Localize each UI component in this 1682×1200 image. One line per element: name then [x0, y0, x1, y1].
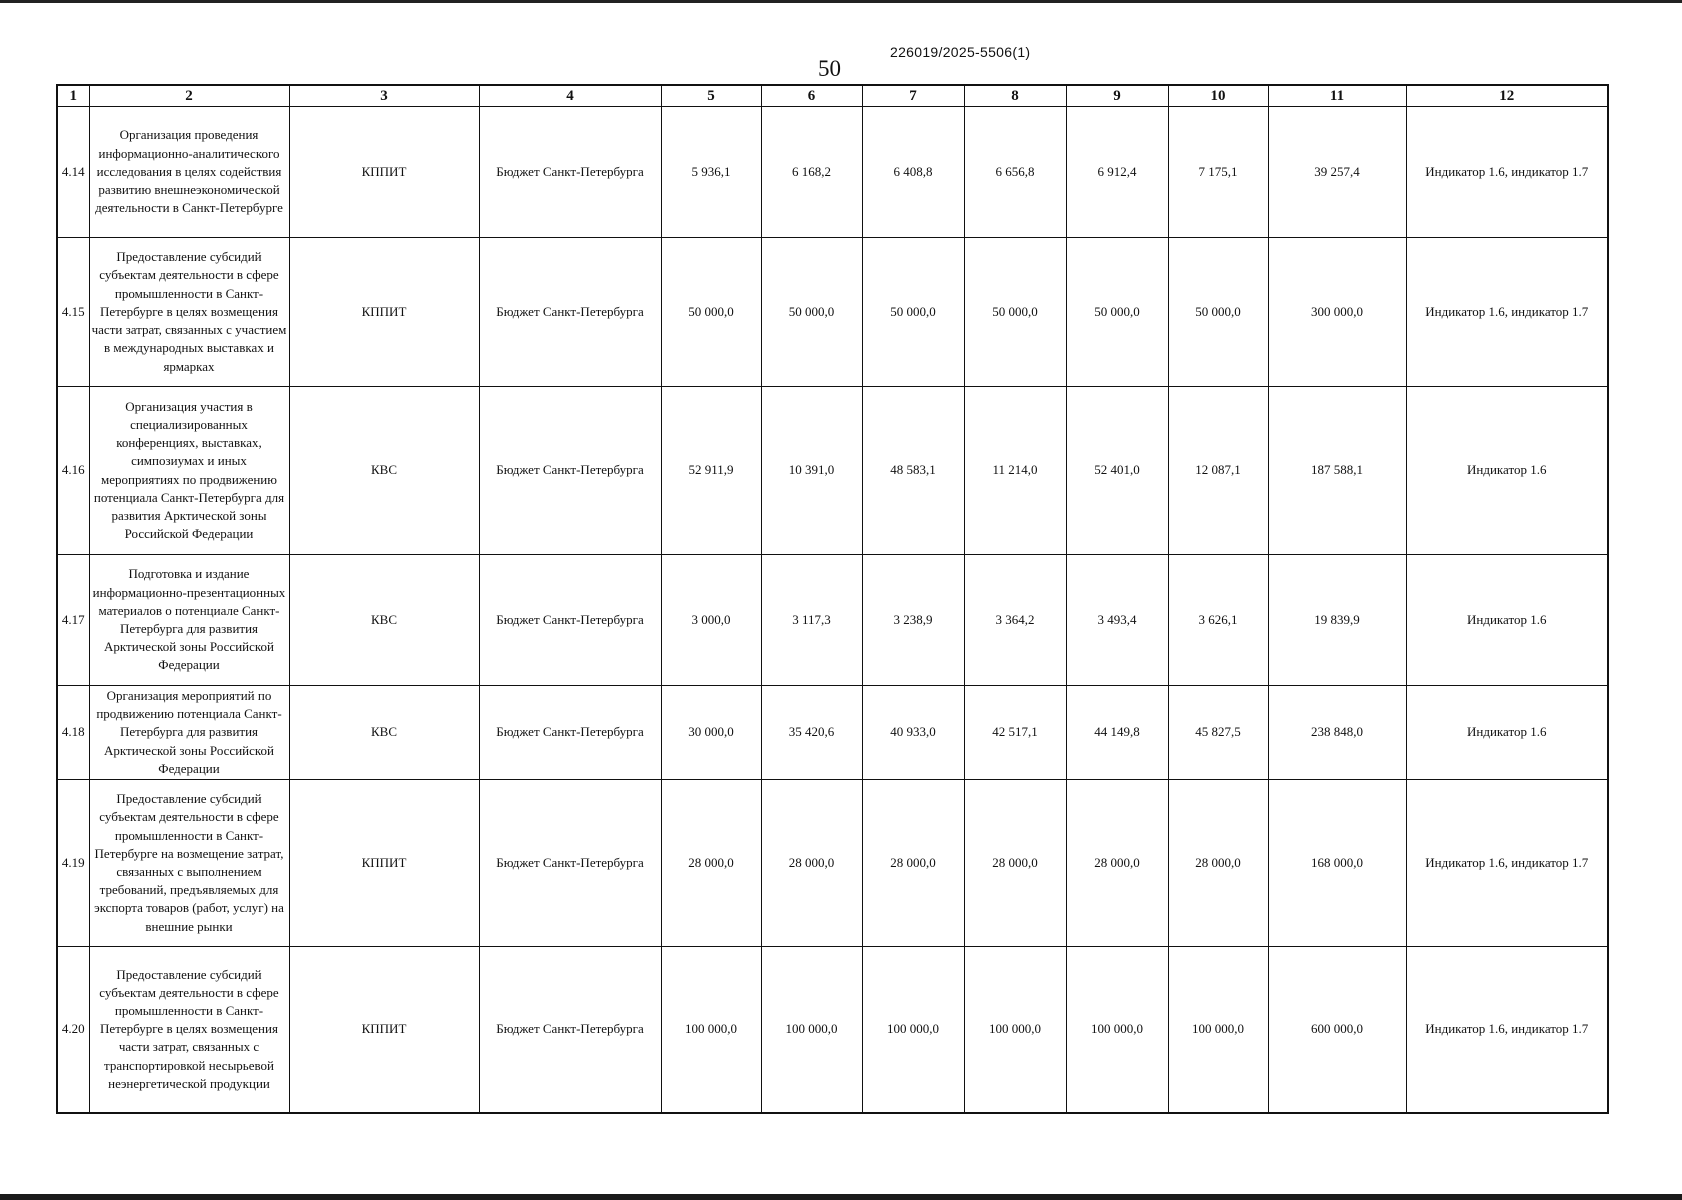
- value-cell: 7 175,1: [1168, 107, 1268, 238]
- activity-name-cell: Организация участия в специализированных конференциях, выставках, симпозиумах и иных мероприятиях по продвижению потенциала Санкт-Петербурга для развития Арктической зоны Российской Федерации: [89, 387, 289, 555]
- activity-name-cell: Предоставление субсидий субъектам деятельности в сфере промышленности в Санкт-Петербурге в целях возмещения части затрат, связанных с транспортировкой несырьевой неэнергетической продукции: [89, 947, 289, 1113]
- funding-source-cell: Бюджет Санкт-Петербурга: [479, 387, 661, 555]
- value-cell: 100 000,0: [862, 947, 964, 1113]
- table-row: [57, 107, 1608, 238]
- value-cell: 10 391,0: [761, 387, 862, 555]
- executor-cell: КППИТ: [289, 107, 479, 238]
- value-cell: 28 000,0: [661, 780, 761, 947]
- column-header: 11: [1268, 85, 1406, 107]
- table-row: [57, 686, 1608, 780]
- value-cell: 50 000,0: [1066, 238, 1168, 387]
- value-cell: 3 626,1: [1168, 555, 1268, 686]
- value-cell: 100 000,0: [964, 947, 1066, 1113]
- table-row: [57, 555, 1608, 686]
- page-number: 50: [818, 56, 841, 81]
- value-cell: 3 117,3: [761, 555, 862, 686]
- row-number-cell: 4.15: [57, 238, 89, 387]
- funding-source-cell: Бюджет Санкт-Петербурга: [479, 780, 661, 947]
- indicator-cell: Индикатор 1.6, индикатор 1.7: [1406, 107, 1608, 238]
- value-cell: 28 000,0: [761, 780, 862, 947]
- indicator-cell: Индикатор 1.6: [1406, 555, 1608, 686]
- executor-cell: КППИТ: [289, 780, 479, 947]
- column-header: 4: [479, 85, 661, 107]
- value-cell: 28 000,0: [964, 780, 1066, 947]
- value-cell: 3 364,2: [964, 555, 1066, 686]
- executor-cell: КППИТ: [289, 947, 479, 1113]
- indicator-cell: Индикатор 1.6, индикатор 1.7: [1406, 238, 1608, 387]
- indicator-cell: Индикатор 1.6: [1406, 387, 1608, 555]
- value-cell: 52 401,0: [1066, 387, 1168, 555]
- value-cell: 45 827,5: [1168, 686, 1268, 780]
- total-value-cell: 19 839,9: [1268, 555, 1406, 686]
- value-cell: 48 583,1: [862, 387, 964, 555]
- value-cell: 40 933,0: [862, 686, 964, 780]
- table-row: [57, 387, 1608, 555]
- table-row: [57, 780, 1608, 947]
- value-cell: 3 000,0: [661, 555, 761, 686]
- activity-name-cell: Организация мероприятий по продвижению потенциала Санкт-Петербурга для развития Арктической зоны Российской Федерации: [89, 686, 289, 780]
- row-number-cell: 4.19: [57, 780, 89, 947]
- value-cell: 44 149,8: [1066, 686, 1168, 780]
- column-header: 7: [862, 85, 964, 107]
- activity-name-cell: Предоставление субсидий субъектам деятельности в сфере промышленности в Санкт-Петербурге на возмещение затрат, связанных с выполнением требований, предъявляемых для экспорта товаров (работ, услуг) на внешние рынки: [89, 780, 289, 947]
- column-header: 6: [761, 85, 862, 107]
- bottom-border-line: [0, 1194, 1682, 1200]
- value-cell: 100 000,0: [661, 947, 761, 1113]
- column-header: 5: [661, 85, 761, 107]
- value-cell: 50 000,0: [862, 238, 964, 387]
- indicator-cell: Индикатор 1.6, индикатор 1.7: [1406, 780, 1608, 947]
- funding-source-cell: Бюджет Санкт-Петербурга: [479, 947, 661, 1113]
- value-cell: 100 000,0: [1168, 947, 1268, 1113]
- value-cell: 52 911,9: [661, 387, 761, 555]
- value-cell: 6 656,8: [964, 107, 1066, 238]
- row-number-cell: 4.20: [57, 947, 89, 1113]
- row-number-cell: 4.14: [57, 107, 89, 238]
- total-value-cell: 238 848,0: [1268, 686, 1406, 780]
- indicator-cell: Индикатор 1.6, индикатор 1.7: [1406, 947, 1608, 1113]
- value-cell: 100 000,0: [1066, 947, 1168, 1113]
- funding-source-cell: Бюджет Санкт-Петербурга: [479, 555, 661, 686]
- value-cell: 100 000,0: [761, 947, 862, 1113]
- value-cell: 11 214,0: [964, 387, 1066, 555]
- executor-cell: КВС: [289, 555, 479, 686]
- row-number-cell: 4.16: [57, 387, 89, 555]
- value-cell: 6 408,8: [862, 107, 964, 238]
- value-cell: 28 000,0: [862, 780, 964, 947]
- document-registration-number: 226019/2025-5506(1): [890, 44, 1031, 60]
- value-cell: 3 238,9: [862, 555, 964, 686]
- value-cell: 50 000,0: [761, 238, 862, 387]
- indicator-cell: Индикатор 1.6: [1406, 686, 1608, 780]
- value-cell: 50 000,0: [661, 238, 761, 387]
- program-activities-table: [56, 84, 1609, 1114]
- executor-cell: КППИТ: [289, 238, 479, 387]
- value-cell: 6 168,2: [761, 107, 862, 238]
- value-cell: 50 000,0: [964, 238, 1066, 387]
- executor-cell: КВС: [289, 387, 479, 555]
- column-header: 8: [964, 85, 1066, 107]
- value-cell: 28 000,0: [1168, 780, 1268, 947]
- value-cell: 42 517,1: [964, 686, 1066, 780]
- value-cell: 5 936,1: [661, 107, 761, 238]
- table-row: [57, 947, 1608, 1113]
- funding-source-cell: Бюджет Санкт-Петербурга: [479, 686, 661, 780]
- executor-cell: КВС: [289, 686, 479, 780]
- row-number-cell: 4.18: [57, 686, 89, 780]
- value-cell: 30 000,0: [661, 686, 761, 780]
- column-header: 2: [89, 85, 289, 107]
- total-value-cell: 168 000,0: [1268, 780, 1406, 947]
- funding-source-cell: Бюджет Санкт-Петербурга: [479, 238, 661, 387]
- column-header: 9: [1066, 85, 1168, 107]
- total-value-cell: 600 000,0: [1268, 947, 1406, 1113]
- value-cell: 3 493,4: [1066, 555, 1168, 686]
- activity-name-cell: Подготовка и издание информационно-презентационных материалов о потенциале Санкт-Петербурга для развития Арктической зоны Российской Федерации: [89, 555, 289, 686]
- value-cell: 35 420,6: [761, 686, 862, 780]
- total-value-cell: 187 588,1: [1268, 387, 1406, 555]
- funding-source-cell: Бюджет Санкт-Петербурга: [479, 107, 661, 238]
- value-cell: 6 912,4: [1066, 107, 1168, 238]
- column-header: 3: [289, 85, 479, 107]
- table-row: [57, 238, 1608, 387]
- column-header: 12: [1406, 85, 1608, 107]
- column-header: 10: [1168, 85, 1268, 107]
- value-cell: 28 000,0: [1066, 780, 1168, 947]
- column-number-header-row: [57, 85, 1608, 107]
- total-value-cell: 300 000,0: [1268, 238, 1406, 387]
- top-border-line: [0, 0, 1682, 3]
- value-cell: 50 000,0: [1168, 238, 1268, 387]
- activity-name-cell: Организация проведения информационно-аналитического исследования в целях содействия развитию внешнеэкономической деятельности в Санкт-Петербурге: [89, 107, 289, 238]
- row-number-cell: 4.17: [57, 555, 89, 686]
- value-cell: 12 087,1: [1168, 387, 1268, 555]
- activity-name-cell: Предоставление субсидий субъектам деятельности в сфере промышленности в Санкт-Петербурге в целях возмещения части затрат, связанных с участием в международных выставках и ярмарках: [89, 238, 289, 387]
- column-header: 1: [57, 85, 89, 107]
- total-value-cell: 39 257,4: [1268, 107, 1406, 238]
